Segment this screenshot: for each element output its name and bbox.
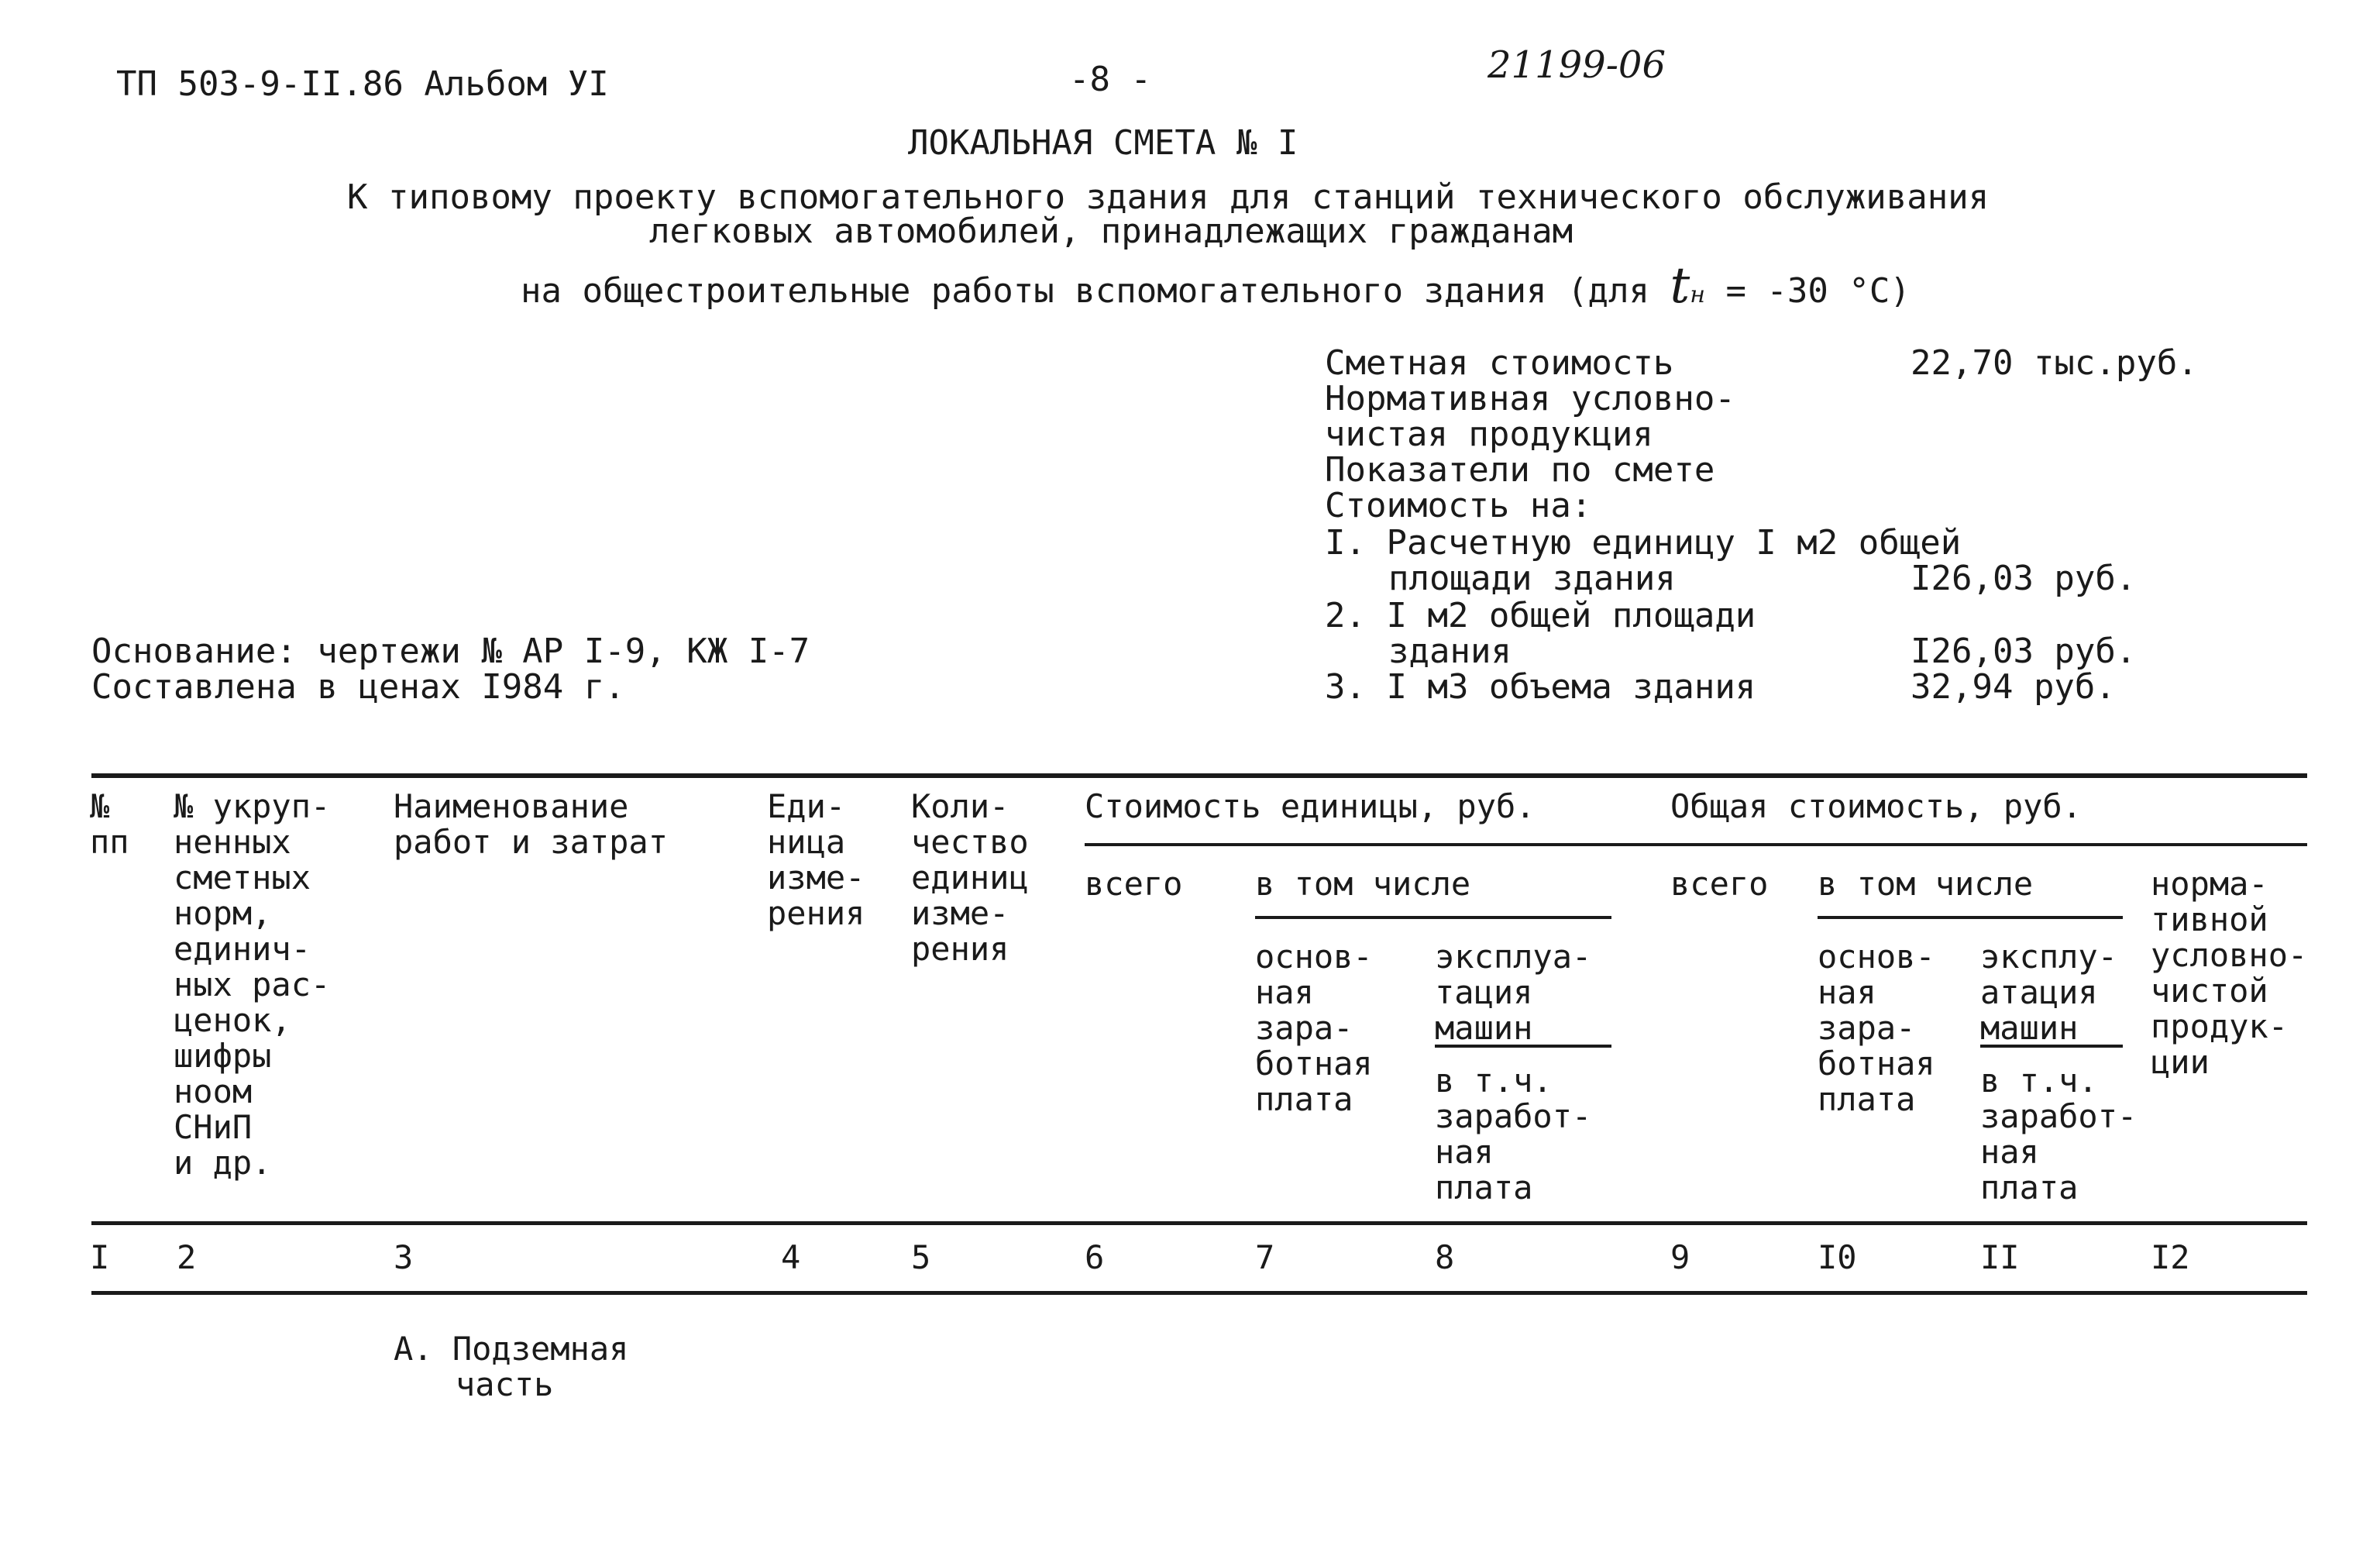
handwritten-doc-number: 21199-06 bbox=[1488, 43, 1666, 87]
unit-incl-salary-header: в т.ч. заработ- ная плата bbox=[1435, 1062, 1592, 1207]
unit-including-header: в том числе bbox=[1255, 865, 1471, 903]
cost-for-label: Стоимость на: bbox=[1325, 486, 1592, 525]
title-line-3: легковых автомобилей, принадлежащих гражданам bbox=[649, 212, 1573, 251]
estimate-title: ЛОКАЛЬНАЯ СМЕТА № I bbox=[908, 123, 1298, 163]
title-line-4 bbox=[521, 257, 1911, 315]
col-quantity-header: Коли- чество единиц изме- рения bbox=[911, 787, 1029, 968]
header-bottom-rule bbox=[91, 1221, 2307, 1225]
col-num-4: 4 bbox=[781, 1238, 801, 1276]
basis-prices: Составлена в ценах I984 г. bbox=[91, 667, 625, 707]
col-num-12: I2 bbox=[2151, 1238, 2190, 1276]
item1-line1: I. Расчетную единицу I м2 общей bbox=[1325, 523, 1962, 563]
col-num-8: 8 bbox=[1435, 1238, 1455, 1276]
col-unit-header: Еди- ница изме- рения bbox=[767, 787, 865, 932]
col-num-3: 3 bbox=[394, 1238, 414, 1276]
title-line-4-prefix: на общестроительные работы вспомогательного здания (для bbox=[521, 271, 1649, 311]
col-num-10: I0 bbox=[1818, 1238, 1857, 1276]
total-total-header: всего bbox=[1670, 865, 1769, 903]
temperature-symbol: t bbox=[1670, 257, 1690, 315]
total-subgroup-rule bbox=[1818, 916, 2123, 919]
title-line-2: К типовому проекту вспомогательного здания для станций технического обслуживания bbox=[347, 177, 1990, 217]
unit-total-header: всего bbox=[1085, 865, 1183, 903]
table-top-rule bbox=[91, 773, 2307, 778]
item2-line1: 2. I м2 общей площади bbox=[1325, 596, 1756, 635]
col-num-7: 7 bbox=[1255, 1238, 1275, 1276]
cost-label: Сметная стоимость bbox=[1325, 343, 1674, 383]
page-number: -8 - bbox=[1069, 60, 1151, 99]
col-norms-header: № укруп- ненных сметных норм, единич- ных рас- ценок, шифры ноом СНиП и др. bbox=[174, 787, 331, 1182]
item2-value: I26,03 руб. bbox=[1911, 632, 2137, 671]
col-num-2: 2 bbox=[177, 1238, 197, 1276]
cost-group-rule bbox=[1085, 843, 2307, 846]
normative-production-header: норма- тивной условно- чистой продук- ции bbox=[2151, 865, 2308, 1081]
section-title-line1: А. Подземная bbox=[394, 1330, 629, 1368]
norm-line-2: чистая продукция bbox=[1325, 415, 1653, 454]
item3-line1: 3. I м3 объема здания bbox=[1325, 667, 1756, 707]
unit-base-salary-header: основ- ная зара- ботная плата bbox=[1255, 938, 1373, 1118]
total-including-header: в том числе bbox=[1818, 865, 2034, 903]
col-num-5: 5 bbox=[911, 1238, 931, 1276]
col-number-header: № пп bbox=[90, 787, 129, 861]
norm-line-1: Нормативная условно- bbox=[1325, 379, 1735, 418]
total-base-salary-header: основ- ная зара- ботная плата bbox=[1818, 938, 1935, 1118]
cost-value: 22,70 тыс.руб. bbox=[1911, 343, 2198, 383]
col-num-1: I bbox=[90, 1238, 110, 1276]
numbers-bottom-rule bbox=[91, 1291, 2307, 1295]
item1-line2: площади здания bbox=[1388, 559, 1676, 598]
section-title-line2: часть bbox=[456, 1365, 554, 1403]
total-cost-header: Общая стоимость, руб. bbox=[1670, 787, 2082, 825]
col-name-header: Наименование работ и затрат bbox=[394, 787, 669, 861]
temperature-subscript: н bbox=[1690, 281, 1705, 308]
unit-machine-operation-header: эксплуа- тация машин bbox=[1435, 938, 1592, 1047]
indicators-label: Показатели по смете bbox=[1325, 450, 1715, 490]
basis-drawings: Основание: чертежи № АР I-9, КЖ I-7 bbox=[91, 632, 810, 671]
col-num-11: II bbox=[1980, 1238, 2020, 1276]
total-incl-salary-header: в т.ч. заработ- ная плата bbox=[1980, 1062, 2138, 1207]
item1-value: I26,03 руб. bbox=[1911, 559, 2137, 598]
unit-subgroup-rule bbox=[1255, 916, 1611, 919]
unit-cost-header: Стоимость единицы, руб. bbox=[1085, 787, 1536, 825]
item2-line2: здания bbox=[1388, 632, 1512, 671]
col-num-6: 6 bbox=[1085, 1238, 1105, 1276]
item3-value: 32,94 руб. bbox=[1911, 667, 2116, 707]
col-num-9: 9 bbox=[1670, 1238, 1690, 1276]
title-line-4-suffix: = -30 °С) bbox=[1725, 271, 1911, 311]
album-reference: ТП 503-9-II.86 Альбом УI bbox=[116, 64, 609, 104]
total-machine-operation-header: эксплу- атация машин bbox=[1980, 938, 2118, 1047]
